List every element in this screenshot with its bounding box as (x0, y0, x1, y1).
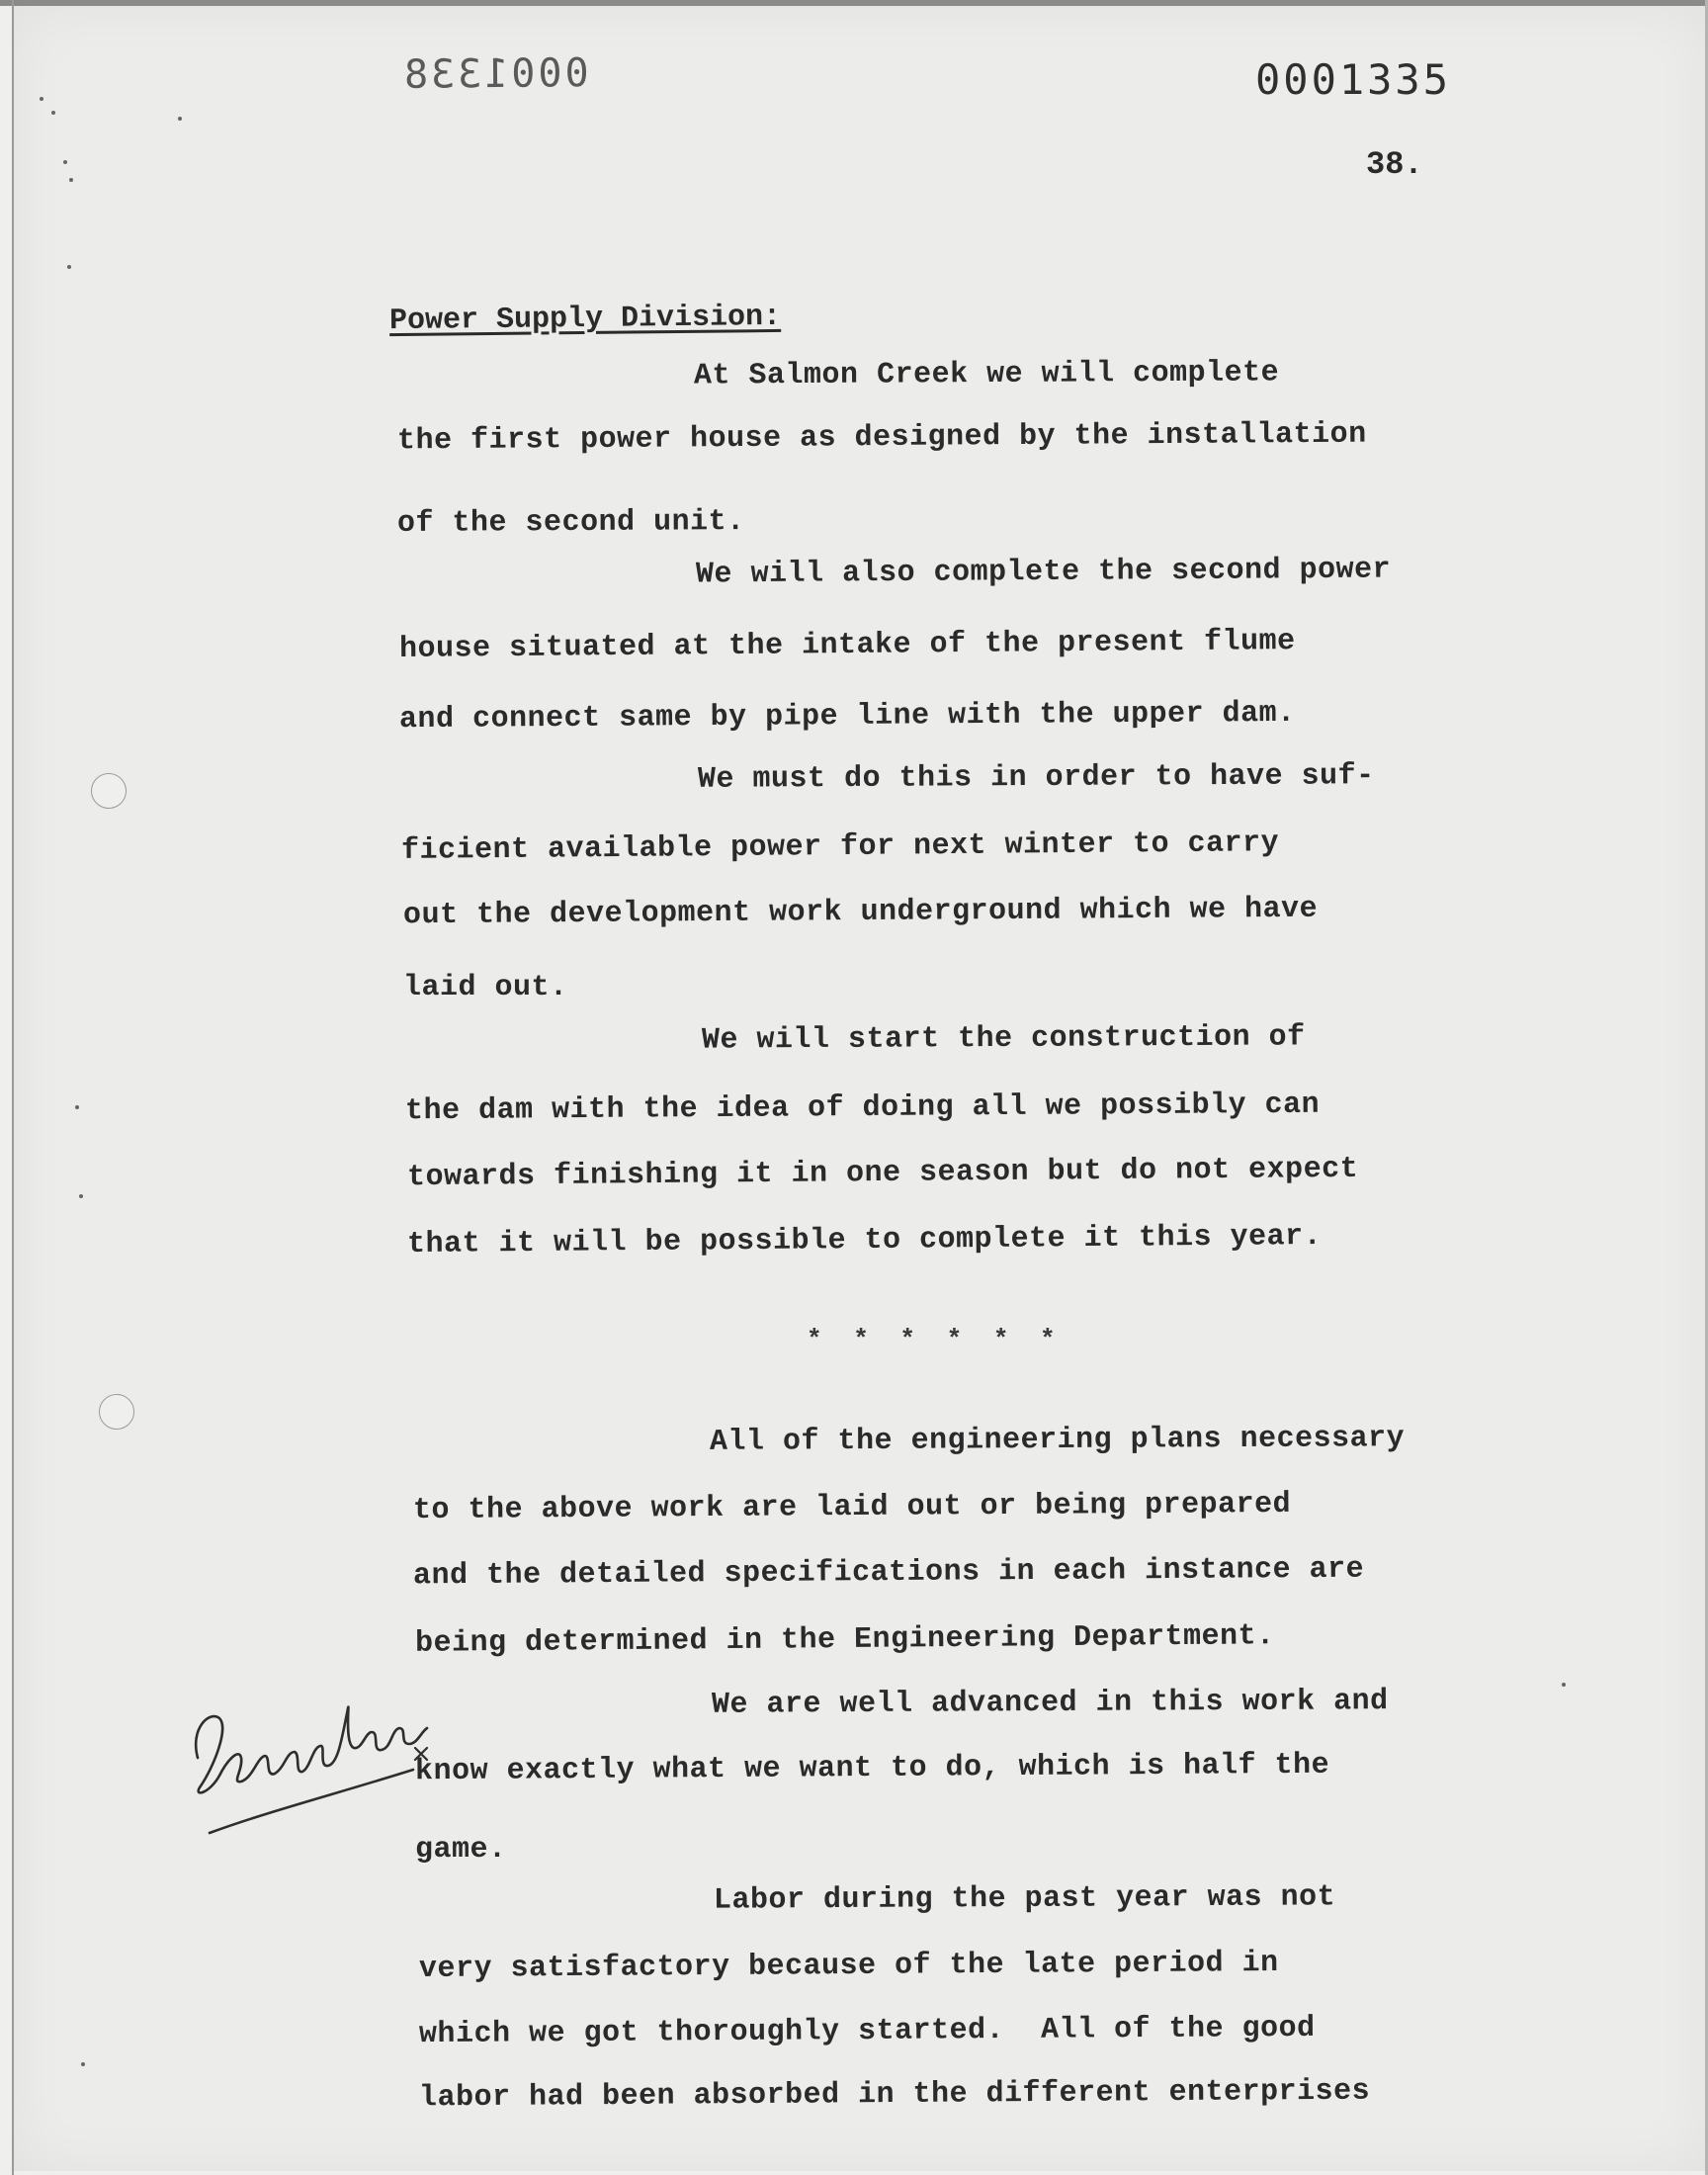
scan-speck (81, 2062, 85, 2066)
body-line: out the development work underground which we have (402, 892, 1319, 933)
body-line: being determined in the Engineering Department. (414, 1619, 1275, 1661)
body-line: and the detailed specifications in each instance are (412, 1552, 1365, 1594)
page-number: 38. (1366, 146, 1423, 183)
body-line: We must do this in order to have suf- (697, 759, 1375, 797)
body-line: laid out. (403, 971, 568, 1004)
section-separator: * * * * * * (807, 1325, 1064, 1354)
scan-speck (67, 265, 71, 269)
scan-speck (63, 160, 67, 164)
scan-speck (79, 1194, 83, 1198)
body-line: Labor during the past year was not (713, 1880, 1336, 1918)
scan-speck (178, 117, 182, 121)
handwritten-margin-note (180, 1649, 447, 1847)
scan-speck (69, 178, 73, 182)
body-line: We will start the construction of (701, 1020, 1306, 1058)
body-line: of the second unit. (396, 505, 745, 541)
body-line: towards finishing it in one season but do not expect (406, 1152, 1359, 1195)
section-heading: Power Supply Division: (388, 300, 782, 339)
body-line: house situated at the intake of the present flume (398, 625, 1296, 666)
scan-left-edge (12, 0, 14, 2175)
body-line: All of the engineering plans necessary (709, 1422, 1406, 1459)
body-line: We will also complete the second power (695, 553, 1392, 592)
body-line: very satisfactory because of the late period in (418, 1946, 1279, 1987)
scan-speck (51, 111, 55, 115)
body-line: that it will be possible to complete it this year. (406, 1219, 1323, 1262)
body-line: know exactly what we want to do, which is half the (414, 1748, 1330, 1789)
punch-hole-lower (99, 1394, 134, 1430)
body-line: the dam with the idea of doing all we possibly can (404, 1088, 1321, 1129)
body-line: which we got thoroughly started. All of the good (418, 2011, 1316, 2052)
body-line: At Salmon Creek we will complete (693, 356, 1280, 393)
body-line: We are well advanced in this work and (711, 1685, 1389, 1722)
scan-speck (1562, 1683, 1566, 1687)
document-number-stamp: 0001335 (1255, 55, 1452, 104)
body-line: to the above work are laid out or being prepared (412, 1487, 1292, 1528)
body-line: and connect same by pipe line with the upper dam. (398, 696, 1296, 738)
mirrored-document-number-stamp: 0001338 (400, 50, 589, 98)
scan-speck (40, 97, 43, 101)
scan-top-edge (0, 0, 1708, 6)
body-line: ficient available power for next winter to carry (400, 826, 1280, 868)
punch-hole-upper (91, 773, 127, 809)
body-line: game. (415, 1833, 507, 1867)
body-line: the first power house as designed by the installation (396, 417, 1367, 459)
scan-speck (75, 1105, 79, 1109)
body-line: labor had been absorbed in the different enterprises (418, 2074, 1371, 2116)
